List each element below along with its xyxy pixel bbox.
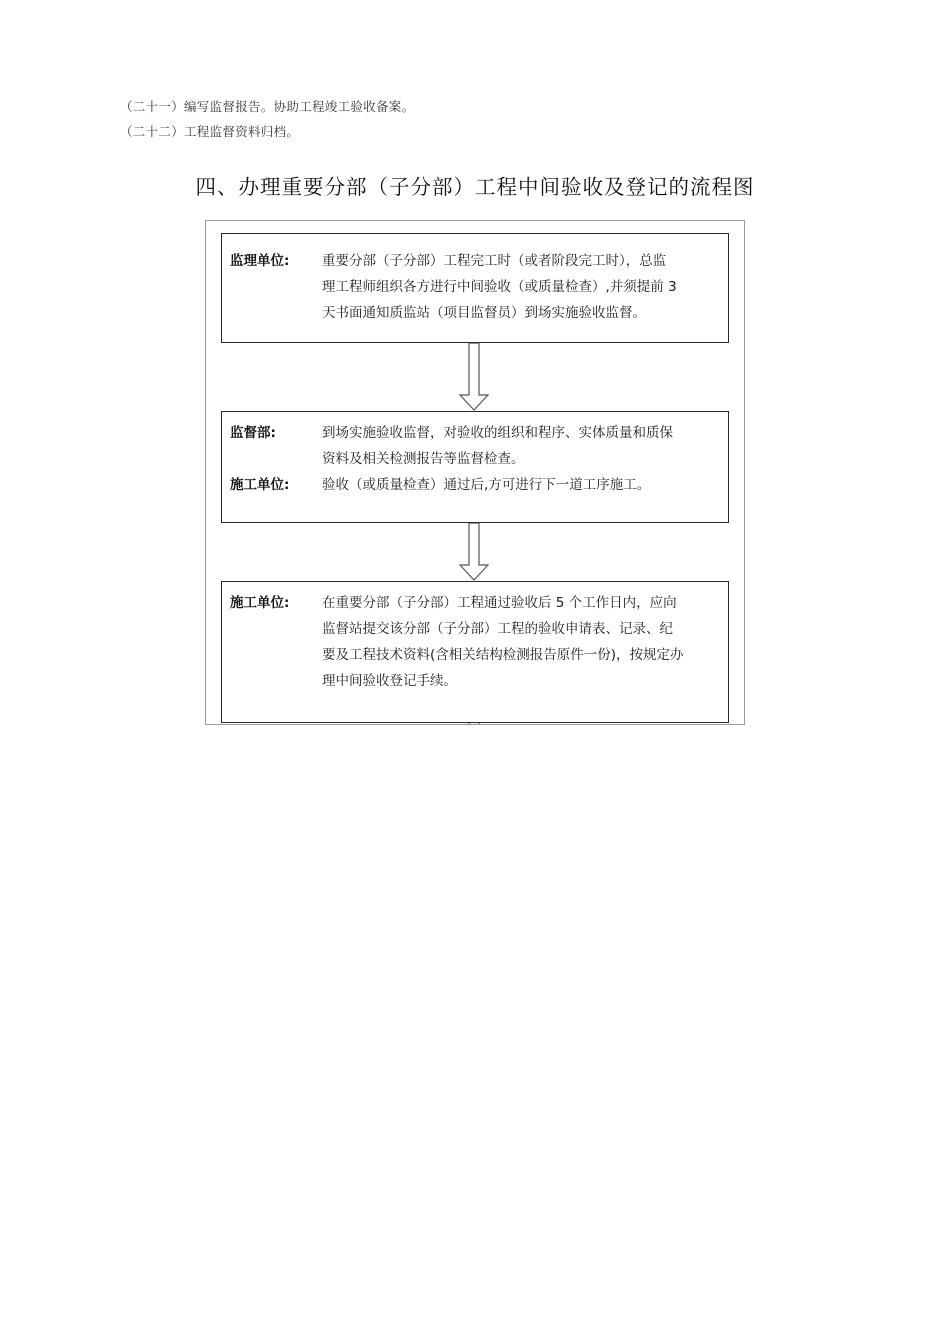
step-label: 监督部: (230, 425, 276, 441)
step-text-line: 天书面通知质监站（项目监督员）到场实施验收监督。 (322, 305, 646, 321)
flow-step-construction-unit (221, 581, 729, 723)
step-text-line: 重要分部（子分部）工程完工时（或者阶段完工时），总监 (322, 253, 667, 269)
step-label: 施工单位: (230, 595, 290, 611)
flowchart-figure (205, 220, 745, 725)
step-text-line: 监督站提交该分部（子分部）工程的验收申请表、记录、纪 (322, 621, 673, 637)
step-label: 监理单位: (230, 253, 290, 269)
flow-step-oversight-department (221, 411, 729, 523)
flow-step-supervision-unit (221, 233, 729, 343)
step-label: 施工单位: (230, 477, 290, 493)
step-text-line: 资料及相关检测报告等监督检查。 (322, 451, 525, 467)
down-arrow-icon (459, 523, 489, 581)
step-text-line: 验收（或质量检查）通过后,方可进行下一道工序施工。 (322, 477, 651, 493)
down-arrow-icon (459, 723, 489, 725)
step-text-line: 理中间验收登记手续。 (322, 673, 457, 689)
step-text-line: 要及工程技术资料(含相关结构检测报告原件一份)，按规定办 (322, 647, 684, 663)
section-heading: 四、办理重要分部（子分部）工程中间验收及登记的流程图 (195, 175, 755, 199)
down-arrow-icon (459, 343, 489, 411)
step-text-line: 理工程师组织各方进行中间验收（或质量检查）,并须提前 3 (322, 279, 677, 295)
step-text-line: 到场实施验收监督，对验收的组织和程序、实体质量和质保 (322, 425, 673, 441)
step-text-line: 在重要分部（子分部）工程通过验收后 5 个工作日内，应向 (322, 595, 677, 611)
note-21: （二十一）编写监督报告。协助工程竣工验收备案。 (120, 99, 415, 114)
note-22: （二十二）工程监督资料归档。 (120, 124, 300, 139)
